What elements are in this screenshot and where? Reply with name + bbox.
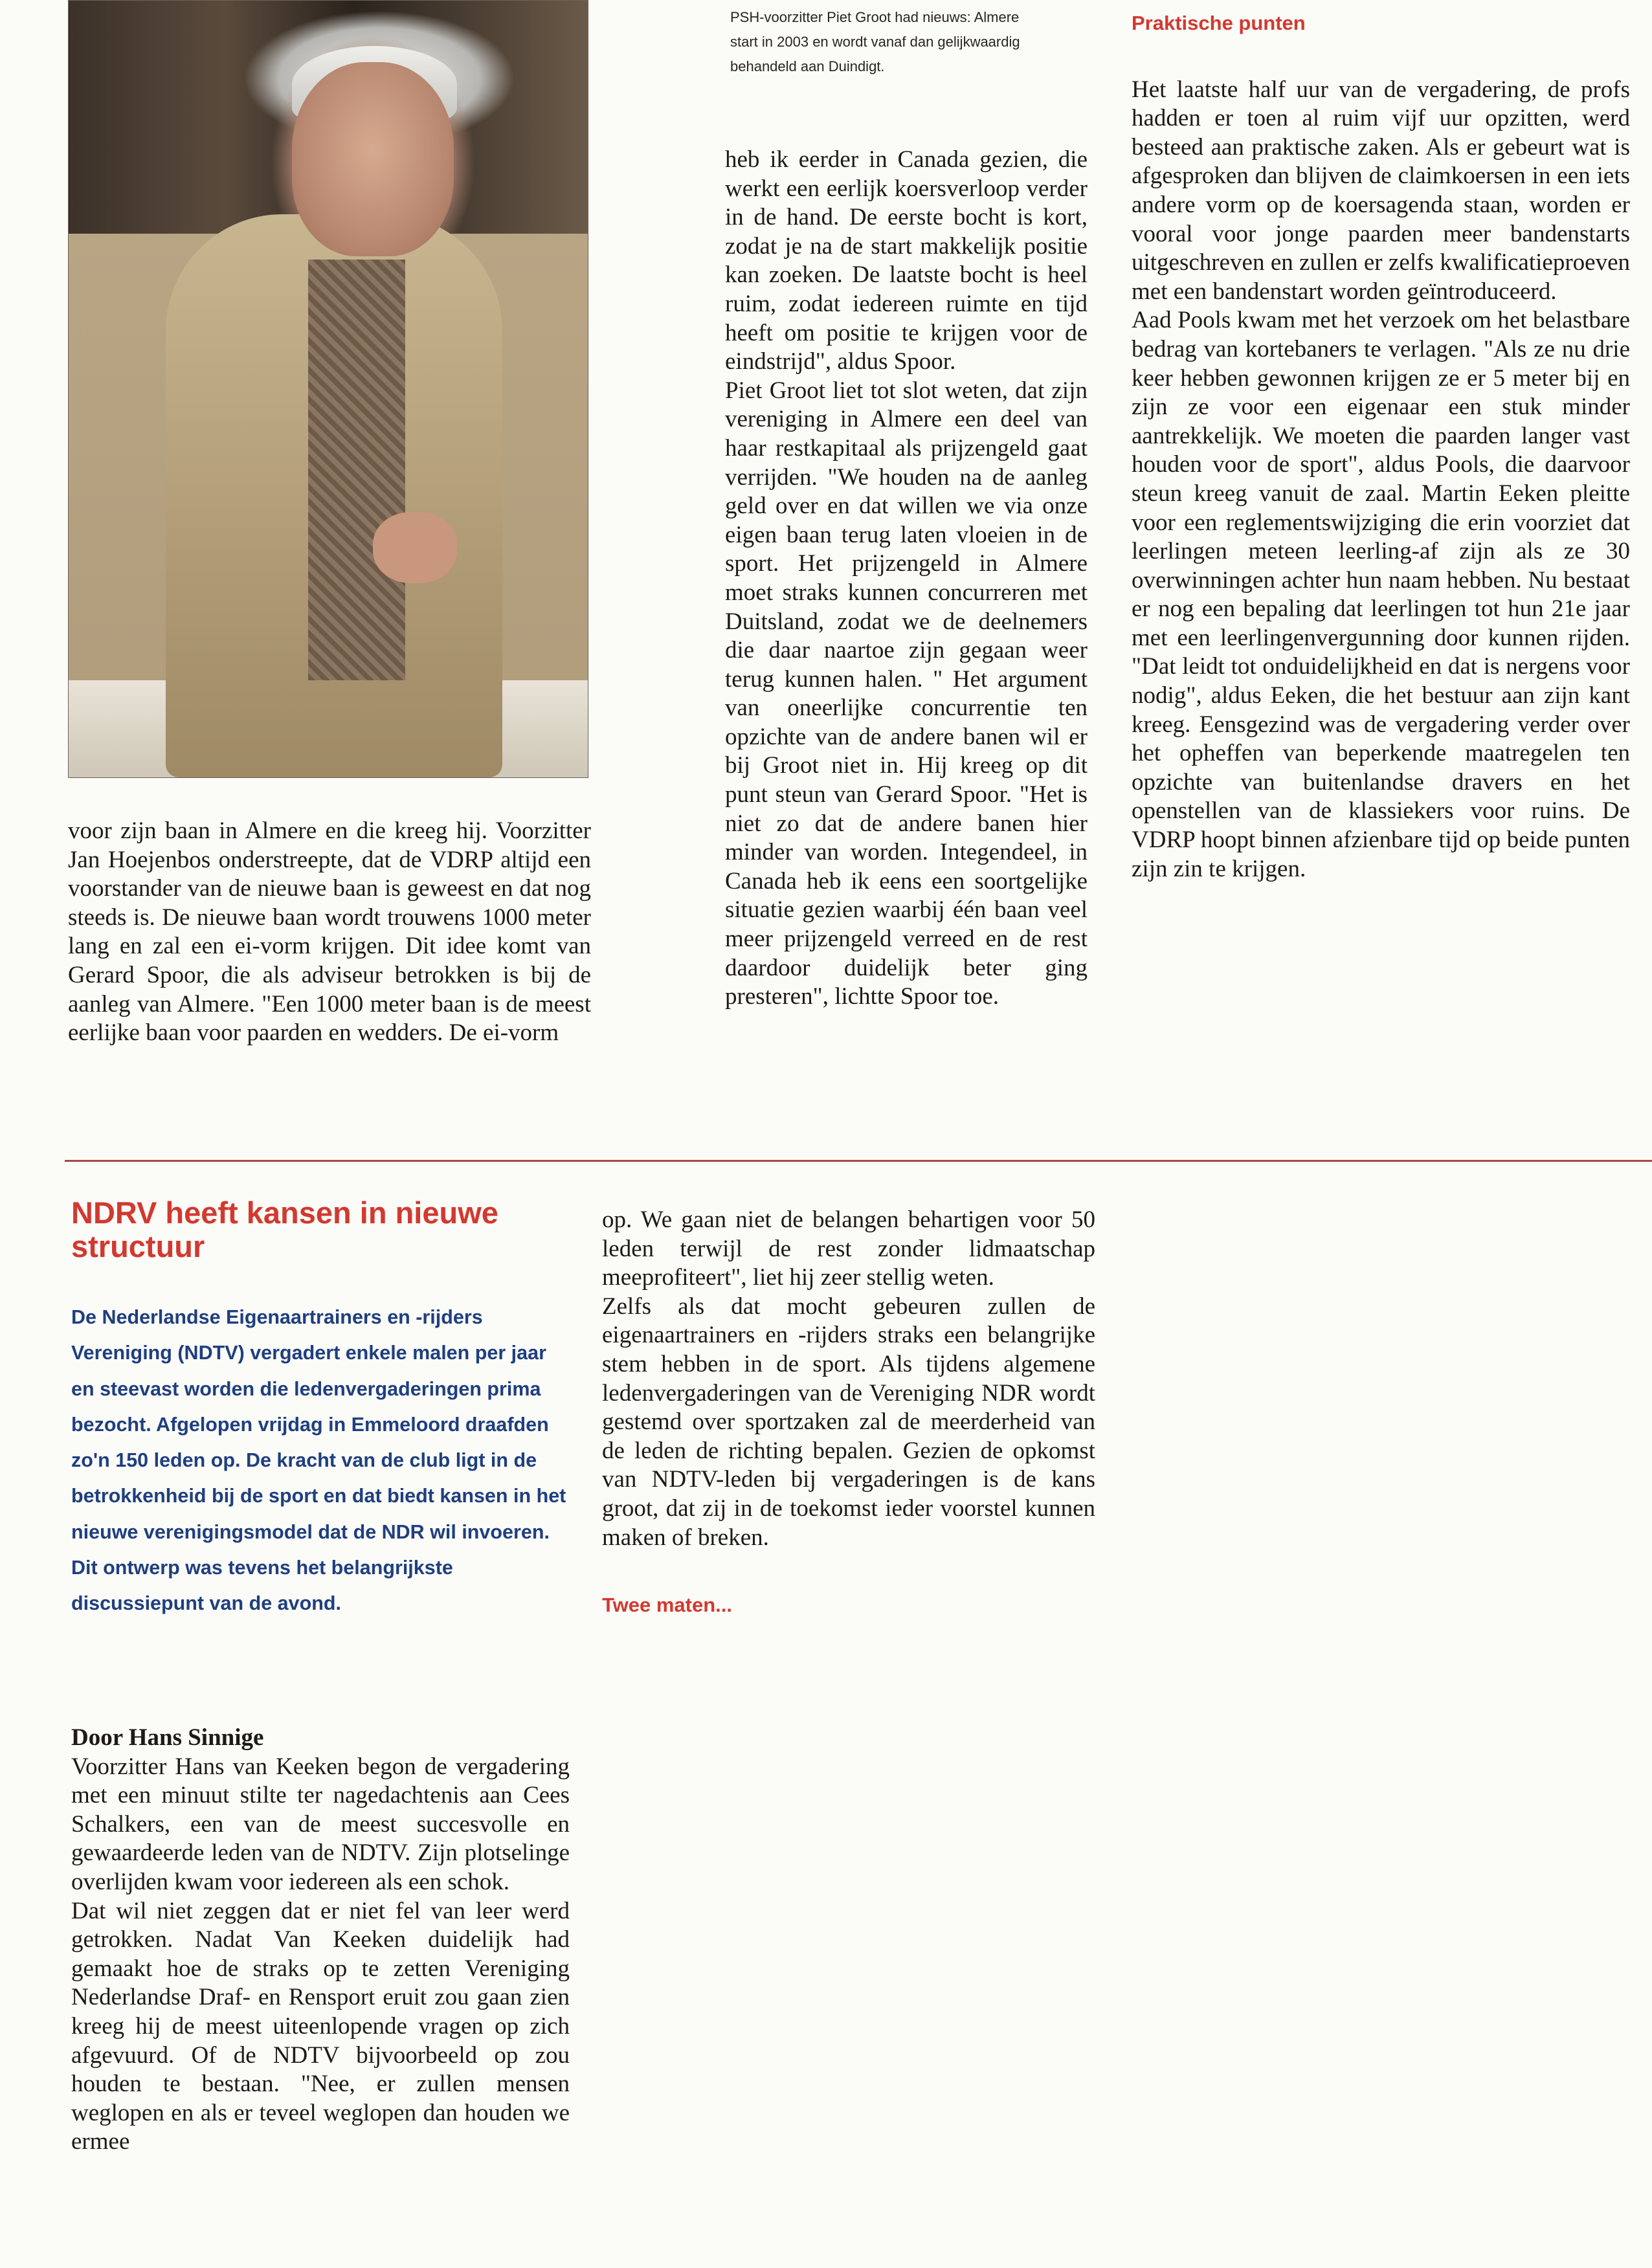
byline: Door Hans Sinnige: [71, 1724, 264, 1751]
article-headline: NDRV heeft kansen in nieuwe structuur: [71, 1195, 498, 1263]
bottom-column-1: [71, 1724, 570, 2157]
top-column-2: [725, 146, 1088, 1012]
article-lead: De Nederlandse Eigenaartrainers en -rijders Vereniging (NDTV) vergadert enkele malen per jaar en steevast worden die ledenvergaderingen prima bezocht. Afgelopen vrijdag in Emmeloord draafden zo'n 150 leden op. De kracht van de club ligt in de betrokkenheid bij de sport en dat biedt kansen in het nieuwe verenigingsmodel dat de NDR wil invoeren. Dit ontwerp was tevens het belangrijkste discussiepunt van de avond.: [71, 1306, 566, 1615]
section-heading: Twee maten...: [602, 1594, 732, 1617]
article-photo: [68, 0, 588, 778]
section-divider: [65, 1160, 1652, 1162]
paragraph: Zelfs als dat mocht gebeuren zullen de eigenaartrainers en -rijders straks een belangrijke stem hebben in de sport. Als tijdens algemene ledenvergaderingen van de Vereniging NDR wordt gestemd over sportzaken zal de meerderheid van de leden de richting bepalen. Gezien de opkomst van NDTV-leden bij vergaderingen is de kans groot, dat zij in de toekomst ieder voorstel kunnen maken of breken.: [602, 1293, 1095, 1551]
paragraph: Het laatste half uur van de vergadering, de profs hadden er toen al ruim vijf uur opzitten, werd besteed aan praktische zaken. Als er gebeurt wat is afgesproken dan blijven de claimkoersen in een iets andere vorm op de koersagenda staan, worden er vooral voor jonge paarden meer bandenstarts uitgeschreven en zullen er zelfs kwalificatieproeven met een bandenstart worden geïntroduceerd.: [1132, 76, 1630, 305]
top-column-3: [1132, 9, 1630, 884]
photo-caption: PSH-voorzitter Piet Groot had nieuws: Almere start in 2003 en wordt vanaf dan gelijkwaardig behandeld aan Duindigt.: [730, 9, 1020, 74]
bottom-column-2: [602, 1206, 1095, 1620]
top-column-1: [68, 817, 591, 1048]
paragraph: Voorzitter Hans van Keeken begon de vergadering met een minuut stilte ter nagedachtenis aan Cees Schalkers, een van de meest succesvolle en gewaardeerde leden van de NDTV. Zijn plotselinge overlijden kwam voor iedereen als een schok.: [71, 1753, 570, 1895]
paragraph: op. We gaan niet de belangen behartigen voor 50 leden terwijl de rest zonder lidmaatschap meeprofiteert", liet hij zeer stellig weten.: [602, 1206, 1095, 1291]
paragraph: Piet Groot liet tot slot weten, dat zijn vereniging in Almere een deel van haar restkapitaal als prijzengeld gaat verrijden. "We houden na de aanleg geld over en dat willen we via onze eigen baan terug laten vloeien in de sport. Het prijzengeld in Almere moet straks kunnen concurreren met Duitsland, zodat we de deelnemers die daar naartoe zijn gegaan weer terug kunnen halen. " Het argument van oneerlijke concurrentie ten opzichte van de andere banen wil er bij Groot niet in. Hij kreeg op dit punt steun van Gerard Spoor. "Het is niet zo dat de andere banen hier minder van worden. Integendeel, in Canada heb ik eens een soortgelijke situatie gezien waarbij één baan veel meer prijzengeld verreed en de rest daardoor duidelijk beter ging presteren", lichtte Spoor toe.: [725, 377, 1088, 1010]
paragraph: Dat wil niet zeggen dat er niet fel van leer werd getrokken. Nadat Van Keeken duidelijk had gemaakt hoe de straks op te zetten Vereniging Nederlandse Draf- en Rensport eruit zou gaan zien kreeg hij de meest uiteenlopende vragen op zich afgevuurd. Of de NDTV bijvoorbeeld op zou houden te bestaan. "Nee, er zullen mensen weglopen en als er teveel weglopen dan houden we ermee: [71, 1897, 570, 2155]
paragraph: Aad Pools kwam met het verzoek om het belastbare bedrag van kortebaners te verlagen. "Als ze nu drie keer hebben gewonnen krijgen ze er 5 meter bij en zijn ze voor een eigenaar een stuk minder aantrekkelijk. We moeten die paarden langer vast houden voor de sport", aldus Pools, die daarvoor steun kreeg vanuit de zaal. Martin Eeken pleitte voor een reglementswijziging die erin voorziet dat leerlingen meteen leerling-af zijn als ze 30 overwinningen achter hun naam hebben. Nu bestaat er nog een bepaling dat leerlingen tot hun 21e jaar met een leerlingenvergunning door kunnen rijden. "Dat leidt tot onduidelijkheid en dat is nergens voor nodig", aldus Eeken, die het bestuur aan zijn kant kreeg. Eensgezind was de vergadering verder over het opheffen van beperkende maatregelen ten opzichte van buitenlandse dravers en het openstellen van de klassiekers voor ruins. De VDRP hoopt binnen afzienbare tijd op beide punten zijn zin te krijgen.: [1132, 307, 1630, 882]
section-heading: Praktische punten: [1132, 12, 1306, 34]
paragraph: heb ik eerder in Canada gezien, die werkt een eerlijk koersverloop verder in de hand. De eerste bocht is kort, zodat je na de start makkelijk positie kan zoeken. De laatste bocht is heel ruim, zodat iedereen ruimte en tijd heeft om positie te krijgen voor de eindstrijd", aldus Spoor.: [725, 146, 1088, 375]
paragraph: voor zijn baan in Almere en die kreeg hij. Voorzitter Jan Hoejenbos onderstreepte, dat de VDRP altijd een voorstander van de nieuwe baan is geweest en dat nog steeds is. De nieuwe baan wordt trouwens 1000 meter lang en zal een ei-vorm krijgen. Dit idee komt van Gerard Spoor, die als adviseur betrokken is bij de aanleg van Almere. "Een 1000 meter baan is de meest eerlijke baan voor paarden en wedders. De ei-vorm: [68, 817, 591, 1047]
